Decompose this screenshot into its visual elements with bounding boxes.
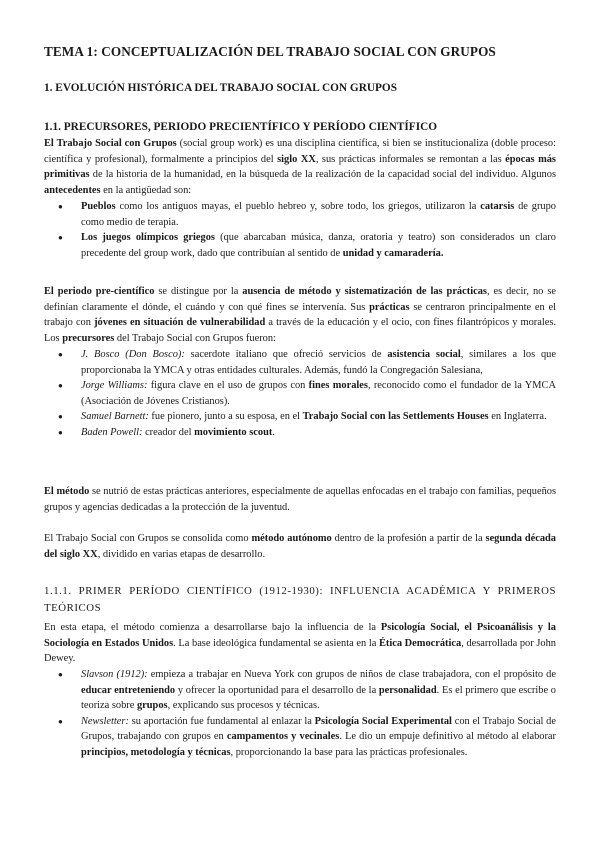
- first-period-paragraph: En esta etapa, el método comienza a desarrollarse bajo la influencia de la Psicología Social, el Psicoanálisis y la Sociología en Estados Unidos. La base ideológica fundamental se asienta en la Ética Democrática, desarrollada por John Dewey.: [44, 622, 556, 665]
- section-1-1-heading: 1.1. PRECURSORES, PERIODO PRECIENTÍFICO Y PERÍODO CIENTÍFICO: [44, 121, 438, 133]
- document-title: TEMA 1: CONCEPTUALIZACIÓN DEL TRABAJO SOCIAL CON GRUPOS: [44, 44, 496, 59]
- section-1-1-1-heading: 1.1.1. PRIMER PERÍODO CIENTÍFICO (1912-1930): INFLUENCIA ACADÉMICA Y PRIMEROS TEÓRICOS: [44, 585, 556, 614]
- bullet-icon: ●: [58, 381, 63, 391]
- antecedents-list: [44, 199, 556, 261]
- list-item: ● Baden Powell: creador del movimiento scout.: [44, 425, 556, 441]
- bullet-icon: ●: [58, 716, 63, 726]
- theorists-list: [44, 667, 556, 761]
- precursors-list: [44, 347, 556, 441]
- precientific-paragraph: El periodo pre-científico se distingue por la ausencia de método y sistematización de las prácticas, es decir, no se definían claramente el dónde, el cuándo y con qué fines se intervenía. Sus prácticas se centraron principalmente en el trabajo con jóvenes en situación de vulnerabilidad a través de la educación y el ocio, con fines filantrópicos y morales. Los precursores del Trabajo Social con Grupos fueron:: [44, 286, 557, 344]
- method-paragraph: El método se nutrió de estas prácticas anteriores, especialmente de aquellas enfocadas en el trabajo con familias, pequeños grupos y agencias dedicadas a la protección de la juventud.: [44, 486, 556, 513]
- intro-paragraph: El Trabajo Social con Grupos (social group work) es una disciplina científica, si bien se institucionaliza (doble proceso: científica y profesional), formalmente a principios del siglo XX, sus prácticas informales se remontan a las épocas más primitivas de la historia de la humanidad, en la búsqueda de la realización de la capacidad social del individuo. Algunos antecedentes en la antigüedad son:: [44, 138, 557, 196]
- bullet-icon: ●: [58, 233, 63, 243]
- bullet-icon: ●: [58, 670, 63, 679]
- list-item: ● Jorge Williams: figura clave en el uso de grupos con fines morales, reconocido como el fundador de la YMCA (Asociación de Jóvenes Cristianos).: [58, 380, 556, 407]
- list-item: ● Los juegos olímpicos griegos (que abarcaban música, danza, oratoria y teatro) son considerados un claro precedente del group work, dado que contribuían al sentido de unidad y camaradería.: [58, 232, 556, 259]
- autonomous-method-paragraph: El Trabajo Social con Grupos se consolida como método autónomo dentro de la profesión a partir de la segunda década del siglo XX, dividido en varias etapas de desarrollo.: [44, 533, 557, 560]
- list-item: ● Slavson (1912): empieza a trabajar en Nueva York con grupos de niños de clase trabajadora, con el propósito de educar entreteniendo y ofrecer la oportunidad para el desarrollo de la personalidad. Es el primero que escribe o teoriza sobre grupos, explicando sus procesos y técnicas.: [58, 669, 556, 712]
- section-1-heading: 1. EVOLUCIÓN HISTÓRICA DEL TRABAJO SOCIAL CON GRUPOS: [44, 82, 397, 94]
- bullet-icon: ●: [58, 412, 63, 422]
- bullet-icon: ●: [58, 427, 63, 437]
- list-item: ● Pueblos como los antiguos mayas, el pueblo hebreo y, sobre todo, los griegos, utilizaron la catarsis de grupo como medio de terapia.: [58, 201, 556, 228]
- bullet-icon: ●: [58, 202, 63, 211]
- list-item: ● Newsletter: su aportación fue fundamental al enlazar la Psicología Social Experimental con el Trabajo Social de Grupos, trabajando con grupos en campamentos y vecinales. Le dio un empuje definitivo al método al elaborar principios, metodología y técnicas, proporcionando la base para las prácticas profesionales.: [58, 715, 556, 758]
- list-item: ● J. Bosco (Don Bosco): sacerdote italiano que ofreció servicios de asistencia social, similares a los que proporcionaba la YMCA y otras entidades culturales. Además, fundó la Congregación Salesiana,: [58, 349, 556, 376]
- bullet-icon: ●: [58, 350, 63, 359]
- list-item: ● Samuel Barnett: fue pionero, junto a su esposa, en el Trabajo Social con las Settlements Houses en Inglaterra.: [44, 409, 556, 425]
